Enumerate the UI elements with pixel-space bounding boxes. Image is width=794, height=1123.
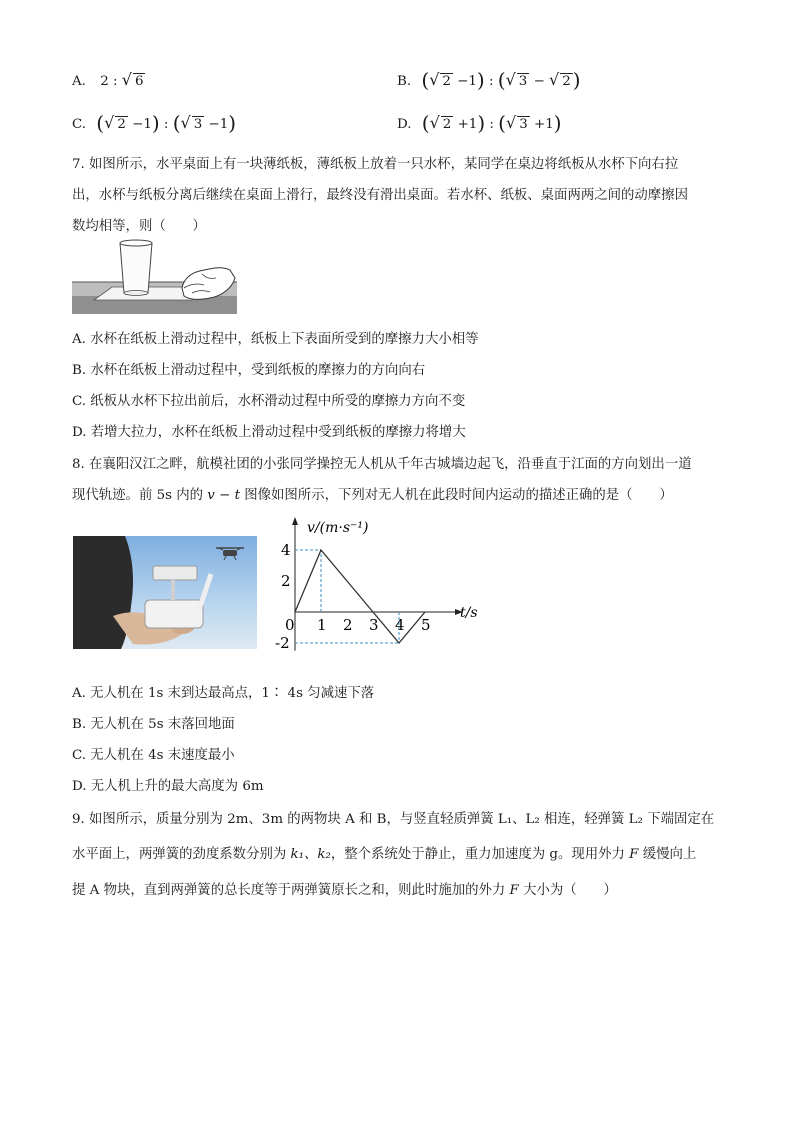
y-axis-arrow	[292, 517, 298, 525]
q6-option-c-math: (√ 2 −1) : (√ 3 −1)	[96, 111, 237, 135]
q8-option-d: D. 无人机上升的最大高度为 6m	[72, 779, 264, 794]
q9-line1: 9. 如图所示，质量分别为 2m、3m 的两物块 A 和 B，与竖直轻质弹簧 L₁、L₂ 相连，轻弹簧 L₂ 下端固定在	[72, 812, 715, 827]
y-tick-label-4: 4	[281, 541, 291, 559]
q9-line3-b: 大小为（ ）	[518, 883, 617, 898]
q6-option-d	[397, 111, 562, 135]
q7-option-b: B. 水杯在纸板上滑动过程中，受到纸板的摩擦力的方向向右	[72, 363, 426, 378]
q9-force-symbol-2: F	[509, 883, 519, 898]
q6-option-a-math: 2 : √ 6	[100, 70, 144, 89]
drone-photo	[73, 536, 257, 649]
x-tick-label-1: 1	[317, 616, 327, 634]
y-tick-label--2: -2	[275, 634, 290, 652]
q7-stem-line2: 出，水杯与纸板分离后继续在桌面上滑行，最终没有滑出桌面。若水杯、纸板、桌面两两之间的动摩擦因	[72, 188, 688, 203]
x-tick-label-0: 0	[285, 616, 295, 634]
q6-option-a	[72, 70, 145, 89]
water-glass	[120, 243, 152, 293]
velocity-line	[295, 550, 425, 643]
q8-stem-line2-a: 现代轨迹。前 5s 内的	[72, 488, 208, 503]
q7-stem-line1: 7. 如图所示，水平桌面上有一块薄纸板，薄纸板上放着一只水杯，某同学在桌边将纸板从水杯下向右拉	[72, 157, 679, 172]
q7-option-a: A. 水杯在纸板上滑动过程中，纸板上下表面所受到的摩擦力大小相等	[72, 332, 479, 347]
x-tick-label-2: 2	[343, 616, 353, 634]
q6-option-d-math: (√ 2 +1) : (√ 3 +1)	[421, 111, 562, 135]
q7-option-d: D. 若增大拉力，水杯在纸板上滑动过程中受到纸板的摩擦力将增大	[72, 425, 466, 440]
q6-option-b	[397, 68, 581, 92]
q6-option-b-letter: B.	[397, 74, 412, 89]
q8-stem-line1: 8. 在襄阳汉江之畔，航模社团的小张同学操控无人机从千年古城墙边起飞，沿垂直于江面的方向划出一道	[72, 457, 692, 472]
q7-option-c: C. 纸板从水杯下拉出前后，水杯滑动过程中所受的摩擦力方向不变	[72, 394, 466, 409]
q6-option-d-letter: D.	[397, 117, 412, 132]
q6-option-c	[72, 111, 236, 135]
x-tick-label-3: 3	[369, 616, 379, 634]
q9-line2	[72, 843, 696, 862]
x-tick-label-4: 4	[395, 616, 405, 634]
q7-figure	[72, 238, 237, 318]
q7-stem-line3: 数均相等，则（ ）	[72, 219, 206, 234]
q9-line2-b: ，整个系统处于静止，重力加速度为 g。现用外力	[330, 847, 630, 862]
q9-k-symbols: k₁、k₂	[290, 847, 331, 862]
q8-option-c: C. 无人机在 4s 末速度最小	[72, 748, 235, 763]
q9-line2-a: 水平面上，两弹簧的劲度系数分别为	[72, 847, 291, 862]
q9-force-symbol: F	[629, 847, 639, 862]
q6-option-c-letter: C.	[72, 117, 87, 132]
x-axis-label: t/s	[460, 605, 478, 621]
q9-line3	[72, 879, 617, 898]
y-tick-label-2: 2	[281, 572, 291, 590]
q8-option-b: B. 无人机在 5s 末落回地面	[72, 717, 235, 732]
x-tick-label-5: 5	[421, 616, 431, 634]
q8-stem-line2-c: 图像如图所示，下列对无人机在此段时间内运动的描述正确的是（ ）	[239, 488, 673, 503]
q8-stem-line2	[72, 484, 673, 503]
q9-line3-a: 提 A 物块，直到两弹簧的总长度等于两弹簧原长之和，则此时施加的外力	[72, 883, 510, 898]
q8-vt-symbol: v − t	[207, 488, 240, 503]
q6-option-a-letter: A.	[72, 74, 86, 89]
vt-chart	[275, 512, 490, 662]
q8-option-a: A. 无人机在 1s 末到达最高点，1∶ 4s 匀减速下落	[72, 686, 375, 701]
q6-option-b-math: (√ 2 −1) : (√ 3 − √ 2 )	[421, 68, 581, 92]
y-axis-label: v/(m·s⁻¹)	[307, 520, 369, 536]
q9-line2-c: 缓慢向上	[638, 847, 697, 862]
